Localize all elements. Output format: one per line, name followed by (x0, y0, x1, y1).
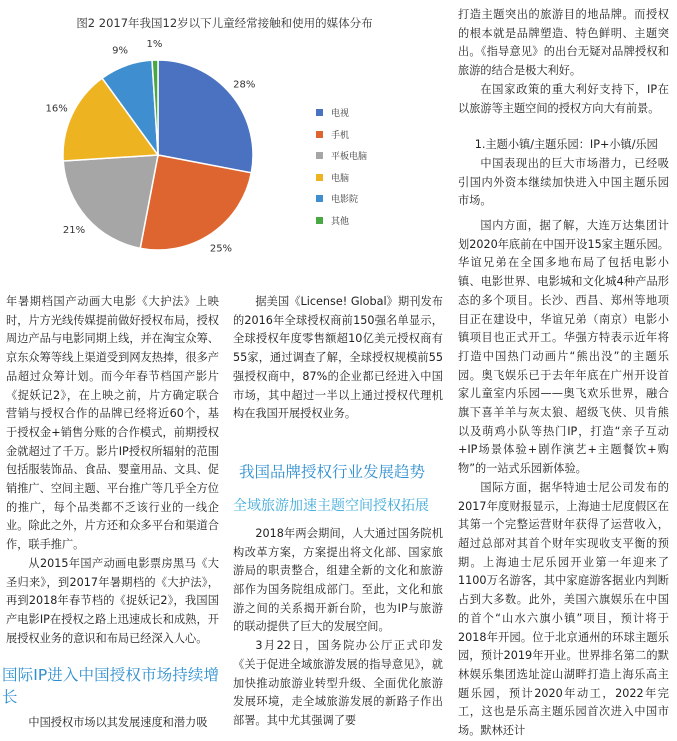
legend-item (316, 145, 367, 167)
paragraph: 国内方面，据了解，大连万达集团计划2020年底前在中国开设15家主题乐园。华谊兄弟在全国多地布局了包括电影小镇、电影世界、电影城和文化城4种产品形态的多个项目。长沙、西昌、郑州等地项目正在建设中，华谊兄弟（南京）电影小镇项目也正式开工。华强方特表示近年将打造中国热门动画片“熊出没”的主题乐园。奥飞娱乐已于去年年底在广州开设首家儿童室内乐园——奥飞欢乐世界，融合旗下喜羊羊与灰太狼、超级飞侠、贝肯熊以及萌鸡小队等热门IP，打造“亲子互动+IP场景体验+剧作演艺+主题餐饮+购物”的一站式乐园新体验。 (458, 219, 669, 476)
legend-item (316, 124, 367, 146)
legend-swatch (316, 109, 323, 116)
pie-slice-1 (140, 155, 251, 250)
legend-item (316, 210, 367, 232)
legend-swatch (316, 195, 323, 202)
legend-label: 电影院 (331, 195, 359, 206)
paragraph: 2018年两会期间，人大通过国务院机构改革方案，方案提出将文化部、国家旅游局的职责整合，组建全新的文化和旅游部作为国务院组成部门。至此，文化和旅游之间的关系揭开新台阶，也为IP与旅游的联动提供了巨大的发展空间。 (233, 526, 443, 634)
slice-value-label: 28% (233, 79, 256, 91)
slice-value-label: 16% (45, 103, 68, 115)
legend-swatch (316, 174, 323, 181)
legend-item (316, 102, 367, 124)
text-column-1 (2, 293, 219, 733)
sub-heading: 全域旅游加速主题空间授权拓展 (233, 497, 429, 514)
legend-label: 平板电脑 (331, 152, 368, 163)
paragraph: 国际方面，据华特迪士尼公司发布的2017年度财报显示，上海迪士尼度假区在其第一个完整运营财年获得了运营收入，超过总部对其首个财年实现收支平衡的预期。上海迪士尼乐园开业第一年迎来了1100万名游客，其中家庭游客据业内判断占到大多数。此外，美国六旗娱乐在中国的首个“山水六旗小镇”项目，预计将于2018年开园。位于北京通州的环球主题乐园，预计2019年开业。世界排名第二的默林娱乐集团选址淀山湖畔打造上海乐高主题乐园，预计2020年动工，2022年完工，这也是乐高主题乐园首次进入中国市场。默林还计 (458, 480, 669, 738)
section-heading: 国际IP进入中国授权市场持续增长 (2, 666, 219, 707)
legend-item (316, 188, 367, 210)
legend-label: 手机 (331, 130, 350, 141)
slice-value-label: 21% (62, 225, 86, 237)
paragraph: 据美国《License! Global》期刊发布的2016年全球授权商前150强名单显示，全球授权年度零售额超10亿美元授权商有55家，通过调查了解，全球授权规模前55强授权商中，87%的企业都已经进入中国市场，其中超过一半以上通过授权代理机构在我国开展授权业务。 (233, 295, 443, 421)
legend-swatch (316, 217, 323, 224)
paragraph: 中国表现出的巨大市场潜力，已经吸引国内外资本继续加快进入中国主题乐园市场。 (458, 156, 669, 208)
paragraph: 从2015年国产动画电影票房黑马《大圣归来》，到2017年暑期档的《大护法》，再到2018年春节档的《捉妖记2》，我国国产电影IP在授权之路上迅速成长和成熟，开展授权业务的意识和布局已经深入人心。 (6, 556, 219, 645)
paragraph: 在国家政策的重大利好支持下，IP在以旅游等主题空间的授权方向大有前景。 (458, 82, 669, 115)
pie-chart (0, 0, 449, 285)
legend-label: 其他 (331, 216, 350, 227)
paragraph: 年暑期档国产动画大电影《大护法》上映时，片方光线传媒提前做好授权布局，授权周边产品与电影同期上线，并在淘宝众筹、京东众筹等线上渠道受到网友热捧，很多产品超过众筹计划。而今年春节档国产影片《捉妖记2》，在上映之前，片方确定联合营销与授权合作的品牌已经将近60个，基于授权金+销售分账的合作模式，前期授权金就超过了千万。影片IP授权所辐射的范围包括服装饰品、食品、婴童用品、文具、促销推广、空间主题、平台推广等几乎全方位的推广，每个品类都不乏该行业的一线企业。除此之外，片方还和众多平台和渠道合作，联手推广。 (6, 295, 219, 552)
section-heading: 1.主题小镇/主题乐园：IP+小镇/乐园 (474, 138, 658, 152)
legend-label: 电脑 (331, 173, 350, 184)
slice-value-label: 25% (209, 243, 233, 255)
paragraph: 3月22日，国务院办公厅正式印发《关于促进全域旅游发展的指导意见》，就加快推动旅游业转型升级、全面优化旅游发展环境，走全域旅游发展的新路子作出部署。其中尤其强调了要 (233, 639, 443, 727)
slice-value-label: 1% (146, 39, 163, 51)
section-heading: 我国品牌授权行业发展趋势 (239, 462, 426, 481)
slice-value-label: 9% (112, 45, 128, 57)
chart-title: 图2 2017年我国12岁以下儿童经常接触和使用的媒体分布 (76, 16, 373, 30)
pie-slice-0 (158, 60, 256, 173)
legend-swatch (316, 152, 323, 159)
paragraph: 打造主题突出的旅游目的地品牌。而授权的根本就是品牌塑造、特色鲜明、主题突出。《指导意见》的出台无疑对品牌授权和旅游的结合是极大利好。 (458, 8, 669, 78)
legend-item (316, 167, 367, 189)
paragraph: 中国授权市场以其发展速度和潜力吸 (28, 716, 208, 730)
pie-chart-figure (0, 0, 449, 285)
chart-legend (316, 102, 367, 231)
legend-swatch (316, 131, 323, 138)
text-column-2 (233, 293, 443, 731)
legend-label: 电视 (331, 109, 350, 120)
text-column-3 (458, 6, 669, 741)
